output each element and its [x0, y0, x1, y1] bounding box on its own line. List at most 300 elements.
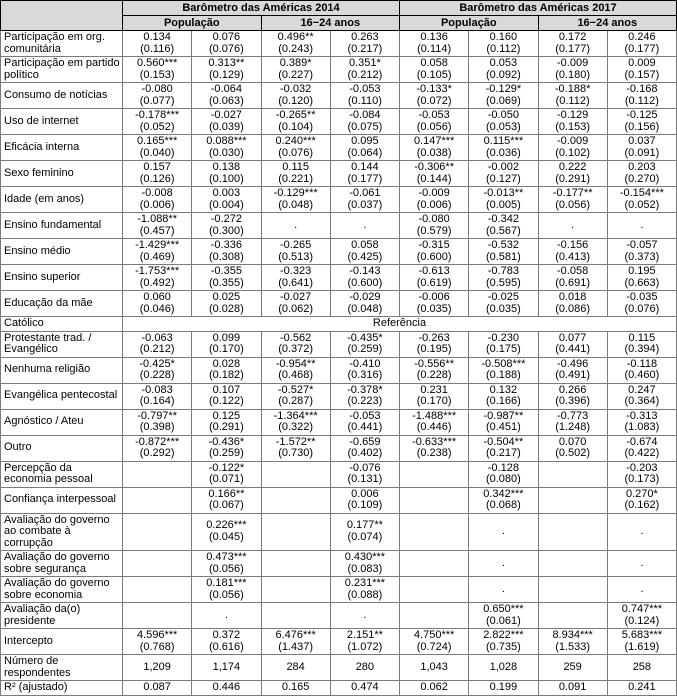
- coefficient-cell: [330, 577, 399, 603]
- standard-error-value: (0.398): [139, 421, 175, 433]
- table-row: [1, 187, 677, 213]
- estimate-value: 0.266: [558, 383, 587, 396]
- estimate-value: -1.488***: [412, 409, 457, 422]
- estimate-value: -0.532: [487, 239, 519, 251]
- estimate-value: 0.172: [558, 31, 587, 43]
- standard-error-value: (0.076): [208, 42, 244, 55]
- variable-label: Avaliação do governo sobre segurança: [1, 551, 123, 577]
- standard-error-value: (0.048): [347, 302, 383, 315]
- estimate-value: -0.508***: [481, 357, 526, 370]
- coefficient-cell: [261, 487, 330, 513]
- standard-error-value: (0.091): [624, 146, 660, 159]
- standard-error-value: (0.513): [278, 250, 314, 263]
- variable-label: Ensino fundamental: [1, 213, 123, 239]
- coefficient-cell: [123, 513, 192, 551]
- standard-error-value: (0.469): [139, 250, 175, 263]
- standard-error-value: (0.180): [555, 68, 591, 81]
- standard-error-value: (0.052): [624, 198, 660, 211]
- estimate-value: 0.313**: [208, 57, 245, 69]
- coefficient-cell: [469, 513, 538, 551]
- table-row: [1, 317, 677, 332]
- estimate-value: -0.263: [418, 331, 450, 344]
- standard-error-value: (0.579): [416, 224, 452, 237]
- table-row: [1, 603, 677, 629]
- variable-label: Número de respondentes: [1, 655, 123, 681]
- standard-error-value: (0.074): [347, 530, 383, 543]
- standard-error-value: (0.595): [485, 276, 521, 289]
- standard-error-value: (0.259): [347, 343, 383, 355]
- standard-error-value: (0.228): [416, 369, 452, 381]
- standard-error-value: (0.287): [278, 395, 314, 407]
- coefficient-cell: [330, 655, 399, 681]
- coefficient-cell: [192, 655, 261, 681]
- estimate-value: -0.674: [626, 435, 658, 448]
- coefficient-cell: [192, 435, 261, 461]
- estimate-value: 0.060: [143, 291, 171, 303]
- estimate-value: -0.315: [418, 239, 450, 251]
- estimate-value: 0.181***: [206, 577, 247, 589]
- coefficient-cell: [123, 187, 192, 213]
- coefficient-cell: [400, 357, 469, 383]
- estimate-value: 0.107: [212, 383, 241, 396]
- table-row: [1, 331, 677, 357]
- estimate-value: -0.987**: [483, 409, 524, 422]
- estimate-value: 0.058: [420, 57, 448, 69]
- estimate-value: 1,028: [489, 660, 518, 673]
- estimate-value: 0.018: [558, 291, 587, 303]
- coefficient-cell: [123, 291, 192, 317]
- variable-label: Ensino médio: [1, 239, 123, 265]
- estimate-value: -0.425*: [139, 357, 175, 370]
- estimate-value: -0.177**: [552, 187, 593, 199]
- coefficient-cell: [538, 265, 607, 291]
- standard-error-value: (0.063): [208, 94, 244, 107]
- estimate-value: -0.125: [626, 109, 658, 121]
- coefficient-cell: [123, 31, 192, 57]
- coefficient-cell: [607, 551, 676, 577]
- coefficient-cell: [123, 551, 192, 577]
- estimate-value: 0.037: [628, 135, 656, 147]
- estimate-value: .: [640, 218, 644, 231]
- coefficient-cell: [607, 239, 676, 265]
- estimate-value: -0.084: [349, 109, 381, 121]
- table-row: [1, 31, 677, 57]
- coefficient-cell: [607, 681, 676, 696]
- estimate-value: -0.336: [210, 239, 242, 251]
- table-row: [1, 513, 677, 551]
- standard-error-value: (0.114): [417, 42, 452, 55]
- coefficient-cell: [192, 265, 261, 291]
- coefficient-cell: [123, 265, 192, 291]
- standard-error-value: (0.364): [624, 395, 660, 407]
- variable-label: Ensino superior: [1, 265, 123, 291]
- header-row-waves: [1, 1, 677, 16]
- estimate-value: -0.265: [280, 239, 312, 251]
- estimate-value: -0.057: [626, 239, 658, 251]
- estimate-value: -0.122*: [208, 461, 245, 474]
- standard-error-value: (0.062): [278, 302, 314, 315]
- coefficient-cell: [261, 57, 330, 83]
- standard-error-value: (0.131): [347, 473, 383, 485]
- standard-error-value: (0.076): [624, 302, 660, 315]
- coefficient-cell: [607, 109, 676, 135]
- table-row: [1, 265, 677, 291]
- standard-error-value: (0.502): [555, 447, 591, 459]
- estimate-value: 0.003: [212, 187, 241, 199]
- coefficient-cell: [192, 31, 261, 57]
- coefficient-cell: [607, 161, 676, 187]
- coefficient-cell: [400, 83, 469, 109]
- estimate-value: -0.009: [418, 187, 450, 199]
- estimate-value: -0.080: [141, 83, 173, 95]
- coefficient-cell: [607, 31, 676, 57]
- survey-wave-header: Barômetro das Américas 2014: [123, 1, 400, 16]
- coefficient-cell: [192, 551, 261, 577]
- coefficient-cell: [261, 291, 330, 317]
- standard-error-value: (0.110): [347, 94, 382, 107]
- coefficient-cell: [192, 187, 261, 213]
- estimate-value: -0.080: [418, 213, 450, 225]
- coefficient-cell: [330, 681, 399, 696]
- standard-error-value: (0.177): [624, 42, 660, 55]
- estimate-value: -0.797**: [137, 409, 177, 422]
- estimate-value: -0.006: [418, 291, 450, 303]
- coefficient-cell: [261, 577, 330, 603]
- standard-error-value: (0.124): [624, 614, 660, 627]
- coefficient-cell: [330, 187, 399, 213]
- coefficient-cell: [330, 513, 399, 551]
- standard-error-value: (0.441): [555, 343, 591, 355]
- table-row: [1, 213, 677, 239]
- estimate-value: -0.129: [557, 109, 589, 121]
- coefficient-cell: [538, 135, 607, 161]
- standard-error-value: (0.036): [485, 146, 521, 159]
- estimate-value: 0.650***: [483, 603, 524, 615]
- standard-error-value: (0.061): [485, 614, 521, 627]
- estimate-value: 0.062: [420, 681, 448, 693]
- coefficient-cell: [261, 239, 330, 265]
- standard-error-value: (0.071): [208, 473, 244, 485]
- coefficient-cell: [607, 629, 676, 655]
- coefficient-cell: [538, 435, 607, 461]
- variable-label: Católico: [1, 317, 123, 332]
- standard-error-value: (0.102): [555, 146, 591, 159]
- coefficient-cell: [400, 135, 469, 161]
- estimate-value: 0.226***: [206, 519, 247, 532]
- coefficient-cell: [469, 681, 538, 696]
- coefficient-cell: [607, 577, 676, 603]
- coefficient-cell: [330, 551, 399, 577]
- standard-error-value: (0.175): [485, 343, 521, 355]
- standard-error-value: (0.170): [208, 343, 244, 355]
- standard-error-value: (0.492): [139, 276, 175, 289]
- estimate-value: .: [363, 218, 367, 231]
- coefficient-cell: [192, 603, 261, 629]
- standard-error-value: (0.080): [485, 473, 521, 485]
- coefficient-cell: [123, 57, 192, 83]
- estimate-value: 0.177**: [346, 519, 383, 532]
- estimate-value: -0.342: [487, 213, 519, 225]
- estimate-value: -0.496: [557, 357, 589, 370]
- estimate-value: .: [571, 218, 575, 231]
- estimate-value: -0.378*: [347, 383, 383, 396]
- coefficient-cell: [538, 629, 607, 655]
- coefficient-cell: [469, 603, 538, 629]
- standard-error-value: (0.006): [416, 198, 452, 211]
- estimate-value: 0.115: [628, 331, 656, 344]
- table-row: [1, 655, 677, 681]
- estimate-value: -0.029: [349, 291, 381, 303]
- estimate-value: 0.088***: [206, 135, 247, 147]
- estimate-value: -0.168: [626, 83, 658, 95]
- standard-error-value: (0.072): [416, 94, 452, 107]
- estimate-value: -0.203: [626, 461, 658, 474]
- variable-label: Consumo de notícias: [1, 83, 123, 109]
- coefficient-cell: [607, 603, 676, 629]
- standard-error-value: (0.104): [278, 120, 314, 133]
- estimate-value: -0.058: [557, 265, 589, 277]
- estimate-value: 0.006: [351, 487, 379, 500]
- estimate-value: 0.430***: [344, 551, 386, 563]
- standard-error-value: (0.724): [416, 640, 452, 653]
- standard-error-value: (0.164): [139, 395, 175, 407]
- standard-error-value: (0.451): [485, 421, 521, 433]
- estimate-value: 0.134: [143, 31, 171, 43]
- coefficient-cell: [400, 461, 469, 487]
- coefficient-cell: [261, 187, 330, 213]
- estimate-value: 1,209: [143, 660, 171, 673]
- standard-error-value: (0.126): [139, 172, 175, 185]
- estimate-value: 4.750***: [413, 629, 455, 641]
- estimate-value: 1,043: [420, 660, 448, 673]
- standard-error-value: (0.291): [208, 421, 244, 433]
- estimate-value: 258: [632, 660, 652, 673]
- coefficient-cell: [192, 331, 261, 357]
- estimate-value: 0.132: [489, 383, 518, 396]
- estimate-value: 0.372: [212, 629, 241, 641]
- variable-label: Outro: [1, 435, 123, 461]
- standard-error-value: (0.157): [624, 68, 660, 81]
- standard-error-value: (0.468): [278, 369, 314, 381]
- estimate-value: -0.178***: [135, 109, 180, 121]
- estimate-value: 0.115: [282, 161, 309, 173]
- estimate-value: 0.263: [351, 31, 379, 43]
- coefficient-cell: [400, 291, 469, 317]
- coefficient-cell: [330, 331, 399, 357]
- coefficient-cell: [538, 31, 607, 57]
- coefficient-cell: [330, 265, 399, 291]
- coefficient-cell: [469, 239, 538, 265]
- coefficient-cell: [192, 383, 261, 409]
- coefficient-cell: [261, 655, 330, 681]
- coefficient-cell: [123, 435, 192, 461]
- standard-error-value: (0.291): [555, 172, 591, 185]
- coefficient-cell: [261, 135, 330, 161]
- estimate-value: 0.246: [628, 31, 656, 43]
- coefficient-cell: [261, 629, 330, 655]
- estimate-value: .: [501, 525, 505, 537]
- variable-label: Idade (em anos): [1, 187, 123, 213]
- standard-error-value: (1.619): [624, 640, 660, 653]
- coefficient-cell: [538, 331, 607, 357]
- standard-error-value: (0.441): [347, 421, 383, 433]
- coefficient-cell: [330, 57, 399, 83]
- coefficient-cell: [192, 629, 261, 655]
- standard-error-value: (0.144): [416, 172, 452, 185]
- coefficient-cell: [261, 83, 330, 109]
- coefficient-cell: [469, 409, 538, 435]
- sample-header: 16−24 anos: [538, 16, 677, 31]
- estimate-value: 0.241: [628, 681, 656, 693]
- table-row: [1, 291, 677, 317]
- coefficient-cell: [607, 213, 676, 239]
- estimate-value: 0.240***: [275, 135, 316, 147]
- estimate-value: 0.091: [558, 681, 587, 693]
- coefficient-cell: [538, 681, 607, 696]
- estimate-value: 2.151**: [346, 629, 383, 641]
- standard-error-value: (0.663): [624, 276, 660, 289]
- variable-label: Nenhuma religião: [1, 357, 123, 383]
- coefficient-cell: [123, 487, 192, 513]
- estimate-value: -0.013**: [483, 187, 524, 199]
- coefficient-cell: [330, 603, 399, 629]
- variable-label: Evangélica pentecostal: [1, 383, 123, 409]
- coefficient-cell: [192, 83, 261, 109]
- standard-error-value: (0.088): [347, 588, 383, 601]
- standard-error-value: (0.217): [485, 447, 521, 459]
- standard-error-value: (0.056): [555, 198, 591, 211]
- coefficient-cell: [330, 31, 399, 57]
- coefficient-cell: [330, 83, 399, 109]
- survey-wave-header: Barômetro das Américas 2017: [400, 1, 677, 16]
- coefficient-cell: [538, 57, 607, 83]
- estimate-value: 280: [355, 660, 375, 673]
- standard-error-value: (1.248): [555, 421, 591, 433]
- table-row: [1, 83, 677, 109]
- standard-error-value: (1.437): [278, 640, 314, 653]
- coefficient-cell: [330, 487, 399, 513]
- standard-error-value: (0.068): [485, 499, 521, 511]
- standard-error-value: (0.768): [139, 640, 175, 653]
- coefficient-cell: [469, 357, 538, 383]
- estimate-value: 0.136: [420, 31, 448, 43]
- coefficient-cell: [330, 291, 399, 317]
- table-row: [1, 435, 677, 461]
- coefficient-cell: [261, 265, 330, 291]
- coefficient-cell: [330, 161, 399, 187]
- standard-error-value: (0.308): [208, 250, 244, 263]
- estimate-value: -0.053: [349, 409, 381, 422]
- estimate-value: 284: [286, 660, 305, 673]
- variable-label: Participação em org. comunitária: [1, 31, 123, 57]
- standard-error-value: (0.422): [624, 447, 660, 459]
- estimate-value: .: [640, 556, 644, 569]
- standard-error-value: (0.567): [485, 224, 521, 237]
- estimate-value: 0.009: [628, 57, 656, 69]
- coefficient-cell: [538, 383, 607, 409]
- coefficient-cell: [330, 383, 399, 409]
- table-row: [1, 577, 677, 603]
- coefficient-cell: [192, 577, 261, 603]
- coefficient-cell: [261, 357, 330, 383]
- table-row: [1, 383, 677, 409]
- estimate-value: .: [640, 582, 644, 595]
- standard-error-value: (0.425): [347, 250, 383, 263]
- coefficient-cell: [123, 629, 192, 655]
- sample-header: 16−24 anos: [261, 16, 400, 31]
- standard-error-value: (0.105): [416, 68, 452, 81]
- coefficient-cell: [538, 603, 607, 629]
- variable-label: Protestante trad. / Evangélico: [1, 331, 123, 357]
- estimate-value: -0.659: [349, 435, 381, 448]
- coefficient-cell: [400, 31, 469, 57]
- coefficient-cell: [192, 291, 261, 317]
- coefficient-cell: [330, 239, 399, 265]
- standard-error-value: (0.616): [208, 640, 244, 653]
- estimate-value: -0.129*: [485, 83, 522, 95]
- estimate-value: 0.351*: [348, 57, 381, 69]
- coefficient-cell: [469, 161, 538, 187]
- coefficient-cell: [123, 461, 192, 487]
- coefficient-cell: [469, 187, 538, 213]
- estimate-value: -0.027: [280, 291, 312, 303]
- coefficient-cell: [123, 239, 192, 265]
- standard-error-value: (0.221): [278, 172, 314, 185]
- standard-error-value: (0.170): [416, 395, 452, 407]
- standard-error-value: (0.030): [208, 146, 244, 159]
- estimate-value: 0.231***: [344, 577, 386, 589]
- standard-error-value: (0.120): [278, 94, 314, 107]
- table-row: [1, 629, 677, 655]
- standard-error-value: (0.322): [278, 421, 314, 433]
- coefficient-cell: [261, 31, 330, 57]
- coefficient-cell: [469, 57, 538, 83]
- estimate-value: -0.355: [210, 265, 242, 277]
- coefficient-cell: [469, 551, 538, 577]
- standard-error-value: (0.129): [208, 68, 244, 81]
- estimate-value: .: [224, 608, 228, 621]
- standard-error-value: (0.166): [485, 395, 521, 407]
- estimate-value: .: [363, 608, 367, 621]
- standard-error-value: (0.396): [555, 395, 591, 407]
- standard-error-value: (0.092): [485, 68, 521, 81]
- coefficient-cell: [261, 513, 330, 551]
- variable-label: Intercepto: [1, 629, 123, 655]
- table-body: [1, 31, 677, 696]
- coefficient-cell: [538, 461, 607, 487]
- standard-error-value: (1.072): [347, 640, 383, 653]
- sample-header: População: [123, 16, 262, 31]
- coefficient-cell: [123, 135, 192, 161]
- estimate-value: -0.527*: [277, 383, 314, 396]
- standard-error-value: (0.173): [624, 473, 660, 485]
- estimate-value: -0.188*: [554, 83, 591, 95]
- standard-error-value: (0.127): [485, 172, 521, 185]
- estimate-value: 0.389*: [279, 57, 312, 69]
- estimate-value: 0.222: [558, 161, 587, 173]
- coefficient-cell: [538, 83, 607, 109]
- estimate-value: -1.088**: [137, 213, 177, 225]
- coefficient-cell: [192, 239, 261, 265]
- estimate-value: 0.446: [212, 681, 241, 693]
- coefficient-cell: [538, 109, 607, 135]
- standard-error-value: (0.457): [139, 224, 175, 237]
- coefficient-cell: [261, 409, 330, 435]
- coefficient-cell: [607, 83, 676, 109]
- coefficient-cell: [469, 135, 538, 161]
- estimate-value: 0.270*: [625, 487, 658, 500]
- estimate-value: 0.496**: [277, 31, 314, 43]
